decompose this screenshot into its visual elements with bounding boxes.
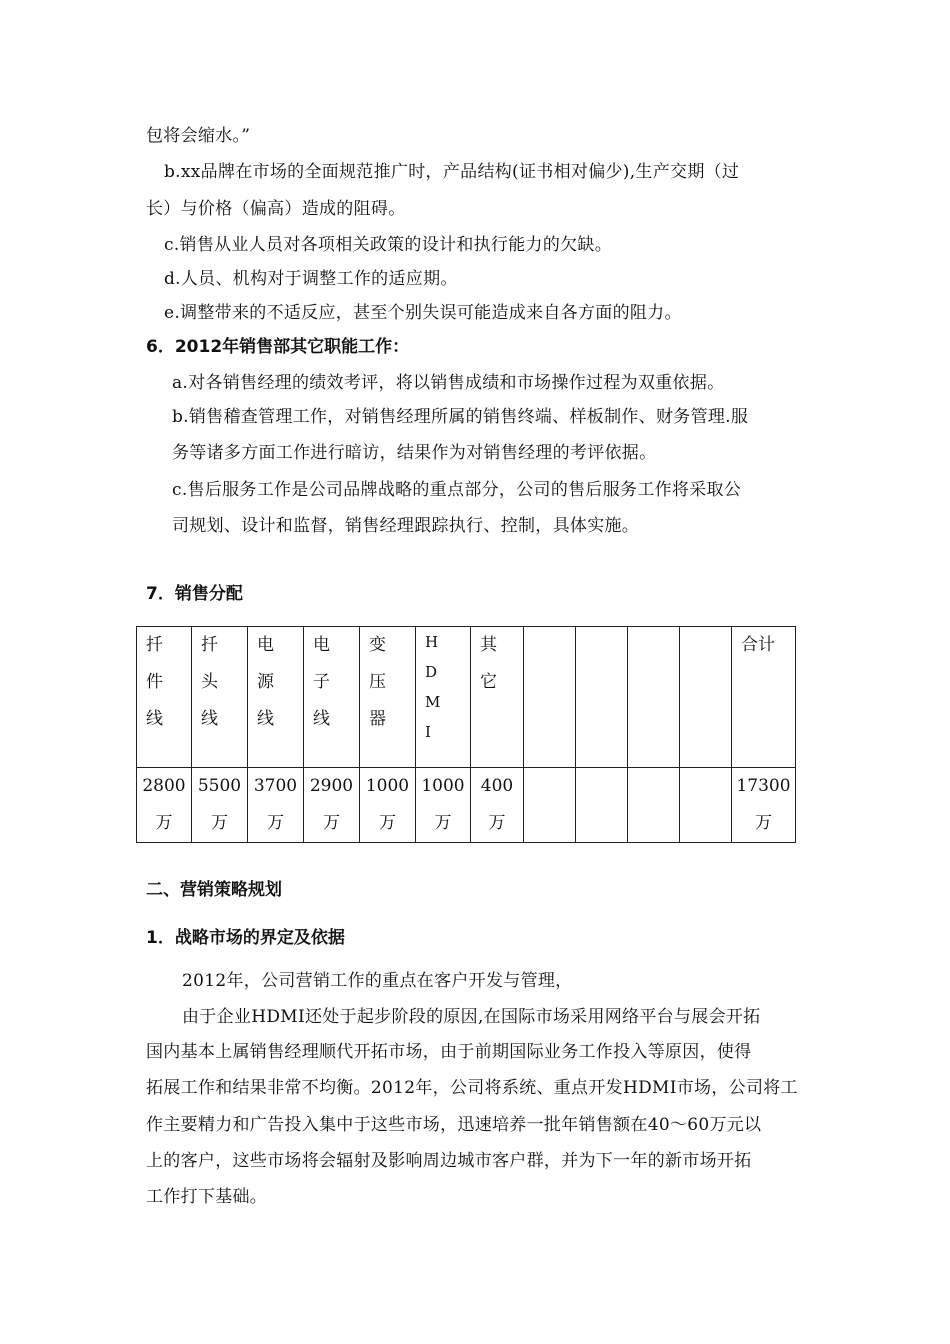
section-6-line-2: 务等诸多方面工作进行暗访，结果作为对销售经理的考评依据。	[172, 443, 657, 463]
list-b-line-3: c.销售从业人员对各项相关政策的设计和执行能力的欠缺。	[164, 235, 613, 255]
amount-cell: 2900 万	[304, 768, 360, 843]
amount-cell-empty	[680, 768, 732, 843]
paragraph-line-1: 由于企业HDMI还处于起步阶段的原因,在国际市场采用网络平台与展会开拓	[182, 1007, 761, 1027]
header-cell: H D M I	[416, 627, 471, 768]
section-6-line-3: c.售后服务工作是公司品牌战略的重点部分，公司的售后服务工作将采取公	[172, 480, 742, 500]
amount-cell: 5500 万	[192, 768, 248, 843]
amount-cell: 400 万	[471, 768, 524, 843]
amount-cell: 1000 万	[416, 768, 471, 843]
part-2-sub-1-heading: 1．战略市场的界定及依据	[146, 928, 345, 948]
list-b-line-0: 包将会缩水。”	[146, 126, 251, 146]
header-cell-empty	[680, 627, 732, 768]
section-6-line-0: a.对各销售经理的绩效考评，将以销售成绩和市场操作过程为双重依据。	[172, 373, 725, 393]
paragraph-line-6: 工作打下基础。	[146, 1187, 268, 1207]
list-b-line-2: 长）与价格（偏高）造成的阻碍。	[146, 199, 406, 219]
amount-cell: 1000 万	[360, 768, 416, 843]
sales-distribution-table	[136, 626, 796, 843]
section-6-line-4: 司规划、设计和监督，销售经理跟踪执行、控制，具体实施。	[172, 516, 640, 536]
header-cell: 电 子 线	[304, 627, 360, 768]
header-cell: 扦 件 线	[137, 627, 192, 768]
paragraph-line-3: 拓展工作和结果非常不均衡。2012年，公司将系统、重点开发HDMI市场，公司将工	[146, 1078, 798, 1098]
amount-cell-empty	[628, 768, 680, 843]
amount-cell-empty	[524, 768, 576, 843]
header-cell-empty	[628, 627, 680, 768]
header-cell-empty	[576, 627, 628, 768]
amount-cell-empty	[576, 768, 628, 843]
header-cell: 变 压 器	[360, 627, 416, 768]
header-cell-empty	[524, 627, 576, 768]
paragraph-line-0: 2012年，公司营销工作的重点在客户开发与管理，	[182, 971, 573, 991]
paragraph-line-5: 上的客户，这些市场将会辐射及影响周边城市客户群，并为下一年的新市场开拓	[146, 1151, 752, 1171]
table-header-row	[137, 627, 796, 768]
list-b-line-4: d.人员、机构对于调整工作的适应期。	[164, 269, 458, 289]
header-cell-total: 合计	[732, 627, 796, 768]
paragraph-line-4: 作主要精力和广告投入集中于这些市场，迅速培养一批年销售额在40～60万元以	[146, 1115, 762, 1135]
paragraph-line-2: 国内基本上属销售经理顺代开拓市场，由于前期国际业务工作投入等原因，使得	[146, 1042, 752, 1062]
table-amount-row	[137, 768, 796, 843]
amount-cell: 3700 万	[248, 768, 304, 843]
amount-cell-total: 17300 万	[732, 768, 796, 843]
section-6-line-1: b.销售稽查管理工作，对销售经理所属的销售终端、样板制作、财务管理.服	[172, 407, 749, 427]
amount-cell: 2800 万	[137, 768, 192, 843]
header-cell: 其 它	[471, 627, 524, 768]
header-cell: 电 源 线	[248, 627, 304, 768]
section-6-heading: 6．2012年销售部其它职能工作：	[146, 337, 410, 357]
section-7-heading: 7．销售分配	[146, 584, 243, 604]
list-b-line-1: b.xx品牌在市场的全面规范推广时，产品结构(证书相对偏少),生产交期（过	[164, 162, 740, 182]
header-cell: 扦 头 线	[192, 627, 248, 768]
part-2-heading: 二、营销策略规划	[146, 880, 282, 900]
list-b-line-5: e.调整带来的不适反应，甚至个别失误可能造成来自各方面的阻力。	[164, 303, 682, 323]
